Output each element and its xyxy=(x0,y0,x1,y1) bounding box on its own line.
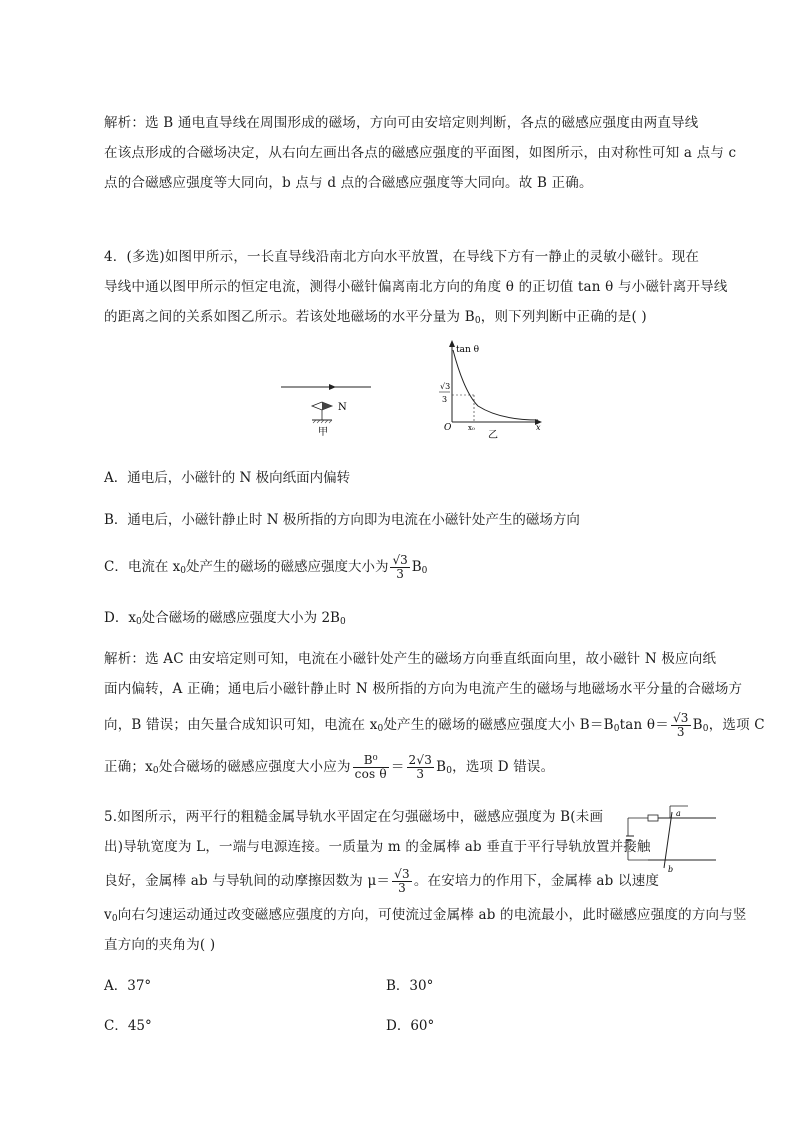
fig-a-label: a xyxy=(676,809,681,818)
q4-option-c-b: 处产生的磁场的磁感应强度大小为 xyxy=(185,559,389,575)
fig-3-label: 3 xyxy=(442,395,448,404)
fig-b-label: b xyxy=(668,865,674,874)
y-axis-arrow-icon xyxy=(449,340,455,347)
q5-line-2: 出)导轨宽度为 L，一端与电源连接。一质量为 m 的金属棒 ab 垂直于平行导轨放置并接触 xyxy=(104,839,651,855)
a4-l3sub2: 0 xyxy=(613,724,620,734)
q5-line-5: 直方向的夹角为( ) xyxy=(104,937,216,953)
analysis-q3-line-3: 点的合磁感应强度等大同向，b 点与 d 点的合磁感应强度等大同向。故 B 正确。 xyxy=(104,175,593,191)
a4-l3a: 向，B 错误；由矢量合成知识可知，电流在 x xyxy=(104,717,378,733)
q4-line-2: 导线中通以图甲所示的恒定电流，测得小磁针偏离南北方向的角度 θ 的正切值 tan θ 与小磁针离开导线 xyxy=(104,279,728,295)
a4-l3d: B xyxy=(692,717,703,733)
fig-O-label: O xyxy=(444,423,452,433)
q5-l3b: 。在安培力的作用下，金属棒 ab 以速度 xyxy=(413,873,660,889)
tan-curve xyxy=(453,350,538,420)
q4-option-c-a: C．电流在 x xyxy=(104,559,181,575)
q4-option-d-b: 处合磁场的磁感应强度大小为 2B xyxy=(141,610,340,626)
q4-option-c-num: √3 xyxy=(392,553,408,567)
analysis-q3 xyxy=(104,108,737,198)
q5-l3-frac xyxy=(392,868,412,895)
q5-line-3 xyxy=(104,862,716,900)
q4-line-3a: 的距离之间的关系如图乙所示。若该处地磁场的水平分量为 B xyxy=(104,309,475,325)
q5-line-1: 5.如图所示，两平行的粗糙金属导轨水平固定在匀强磁场中，磁感应强度为 B(未画 xyxy=(104,809,604,825)
a4-l3-frac xyxy=(671,712,691,739)
fig-N-label: N xyxy=(338,402,347,413)
q4-option-a: A．通电后，小磁针的 N 极向纸面内偏转 xyxy=(104,470,351,486)
analysis-q3-line-1: 解析：选 B 通电直导线在周围形成的磁场，方向可由安培定则判断，各点的磁感应强度由两直导线 xyxy=(104,115,699,131)
q5-l4b: 向右匀速运动通过改变磁感应强度的方向，可使流过金属棒 ab 的电流最小，此时磁感应强度的方向与竖 xyxy=(117,907,747,923)
a4-l3-den: 3 xyxy=(676,725,685,739)
q5-l4sub: 0 xyxy=(111,914,118,924)
analysis-q4-line-4 xyxy=(104,746,716,788)
q5-option-c: C．45° xyxy=(104,1018,152,1034)
a4-l4-den2: 3 xyxy=(416,767,425,781)
a4-l4-frac xyxy=(353,754,389,781)
figure-yi xyxy=(422,338,552,442)
current-arrow-icon xyxy=(329,384,336,390)
q4-option-b: B．通电后，小磁针静止时 N 极所指的方向即为电流在小磁针处产生的磁场方向 xyxy=(104,512,580,528)
figure-q5-rails xyxy=(626,804,718,876)
fig-x0-label: x₀ xyxy=(468,424,475,432)
question-4 xyxy=(104,242,728,332)
q5-line-4 xyxy=(104,900,747,930)
a4-l4d: ，选项 D 错误。 xyxy=(452,759,555,775)
q5-option-a: A．37° xyxy=(104,978,152,994)
q4-sub: 0 xyxy=(474,316,481,326)
a4-l4-den: cos θ xyxy=(354,767,387,781)
q4-option-c-frac xyxy=(390,554,409,581)
a4-l4-num: B⁰ xyxy=(353,754,389,768)
a4-l4sub2: 0 xyxy=(446,766,453,776)
fig-yi-label: 乙 xyxy=(488,430,498,441)
a4-l4sub: 0 xyxy=(152,766,159,776)
a4-l4-num2: 2√3 xyxy=(408,753,433,767)
analysis-q4-line-1: 解析：选 AC 由安培定则可知，电流在小磁针处产生的磁场方向垂直纸面向里，故小磁针 N 极应向纸 xyxy=(104,651,717,667)
q4-option-d xyxy=(104,606,346,627)
q5-l3a: 良好，金属棒 ab 与导轨间的动摩擦因数为 μ＝ xyxy=(104,873,391,889)
a4-l3c: tan θ＝ xyxy=(619,717,669,733)
q5-option-b: B．30° xyxy=(386,978,434,994)
q5-l4a: v xyxy=(104,907,112,923)
a4-l3sub: 0 xyxy=(377,724,384,734)
fig-x-label: x xyxy=(536,423,541,432)
q4-option-d-sub2: 0 xyxy=(339,617,346,627)
q4-line-1: 4．(多选)如图甲所示，一长直导线沿南北方向水平放置，在导线下方有一静止的灵敏小磁针。现在 xyxy=(104,249,700,265)
q4-option-c-den: 3 xyxy=(396,567,404,581)
rheostat-icon xyxy=(648,815,658,821)
a4-l3-num: √3 xyxy=(672,711,689,725)
analysis-q3-line-2: 在该点形成的合磁场决定，从右向左画出各点的磁感应强度的平面图，如图所示，由对称性可知 a 点与 c xyxy=(104,145,737,161)
q4-option-c-sub: 0 xyxy=(180,566,186,576)
q5-l3-num: √3 xyxy=(394,867,410,881)
analysis-q4 xyxy=(104,644,765,788)
analysis-q4-line-2: 面内偏转，A 正确；通电后小磁针静止时 N 极所指的方向为电流产生的磁场与地磁场水平分量的合磁场方 xyxy=(104,681,743,697)
q4-option-c xyxy=(104,554,427,581)
a4-l3b: 处产生的磁场的磁感应强度大小 B＝B xyxy=(383,717,614,733)
question-5-cont xyxy=(104,862,747,960)
q5-l3-den: 3 xyxy=(398,881,406,895)
a4-l3sub3: 0 xyxy=(702,724,709,734)
a4-l4b: 处合磁场的磁感应强度大小应为 xyxy=(158,759,351,775)
question-5 xyxy=(104,802,651,862)
q4-option-d-sub: 0 xyxy=(135,617,142,627)
q4-option-d-a: D．x xyxy=(104,610,136,626)
q4-option-c-c: B xyxy=(411,559,422,575)
q5-option-d: D．60° xyxy=(386,1018,435,1034)
a4-l4-frac2 xyxy=(407,754,435,781)
fig-tan-label: tan θ xyxy=(456,345,480,355)
a4-l4a: 正确；x xyxy=(104,759,153,775)
a4-l4eq: ＝ xyxy=(390,759,405,775)
figure-jia xyxy=(276,372,376,438)
q4-option-c-sub2: 0 xyxy=(421,566,428,576)
a4-l4c: B xyxy=(436,759,447,775)
fig-jia-label: 甲 xyxy=(318,427,328,438)
q4-line-3b: ，则下列判断中正确的是( ) xyxy=(480,309,647,325)
analysis-q4-line-3 xyxy=(104,704,765,746)
q4-line-3 xyxy=(104,302,716,332)
a4-l3e: ，选项 C xyxy=(708,717,765,733)
fig-sqrt3-label: √3 xyxy=(440,382,451,391)
